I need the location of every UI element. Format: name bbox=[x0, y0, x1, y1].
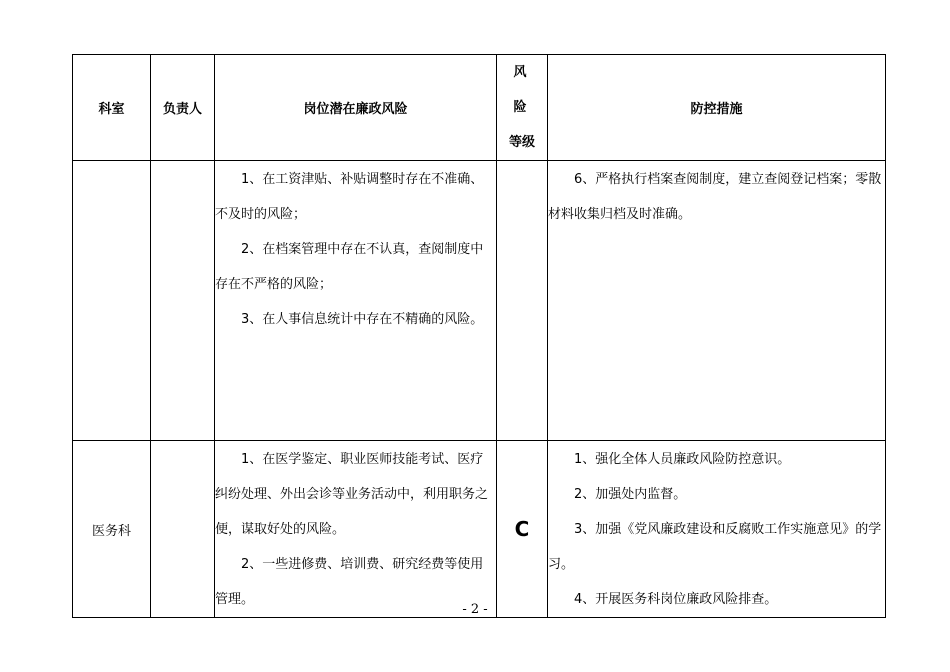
risk-table bbox=[72, 54, 886, 618]
header-person: 负责人 bbox=[151, 55, 215, 161]
header-department: 科室 bbox=[73, 55, 151, 161]
header-grade-line1: 风险 bbox=[513, 65, 541, 115]
header-measures: 防控措施 bbox=[548, 55, 886, 161]
risk-item: 2、在档案管理中存在不认真，查阅制度中存在不严格的风险； bbox=[215, 242, 484, 292]
row-risks bbox=[215, 161, 497, 441]
measure-item: 2、加强处内监督。 bbox=[574, 487, 687, 502]
row-risks bbox=[215, 441, 497, 618]
header-row bbox=[73, 55, 886, 161]
row-department: 医务科 bbox=[73, 441, 151, 618]
risk-item: 1、在医学鉴定、职业医师技能考试、医疗纠纷处理、外出会诊等业务活动中，利用职务之便，谋取好处的风险。 bbox=[215, 452, 489, 537]
table-row bbox=[73, 441, 886, 618]
table-row bbox=[73, 161, 886, 441]
row-grade bbox=[497, 161, 548, 441]
row-person bbox=[151, 441, 215, 618]
page-number: - 2 - bbox=[462, 602, 488, 617]
measure-item: 1、强化全体人员廉政风险防控意识。 bbox=[574, 452, 791, 467]
row-person bbox=[151, 161, 215, 441]
header-grade-line2: 等级 bbox=[508, 135, 535, 150]
measure-item: 3、加强《党风廉政建设和反腐败工作实施意见》的学习。 bbox=[548, 522, 882, 572]
risk-item: 3、在人事信息统计中存在不精确的风险。 bbox=[241, 312, 484, 327]
risk-item: 2、一些进修费、培训费、研究经费等使用管理。 bbox=[215, 557, 484, 607]
risk-item: 1、在工资津贴、补贴调整时存在不准确、不及时的风险； bbox=[215, 172, 484, 222]
measure-item: 4、开展医务科岗位廉政风险排查。 bbox=[574, 592, 778, 607]
header-risk: 岗位潜在廉政风险 bbox=[215, 55, 497, 161]
row-department bbox=[73, 161, 151, 441]
measure-item: 6、严格执行档案查阅制度，建立查阅登记档案；零散材料收集归档及时准确。 bbox=[548, 172, 882, 222]
row-grade: C bbox=[497, 441, 548, 618]
row-measures bbox=[548, 161, 886, 441]
row-measures bbox=[548, 441, 886, 618]
header-grade bbox=[497, 55, 548, 161]
